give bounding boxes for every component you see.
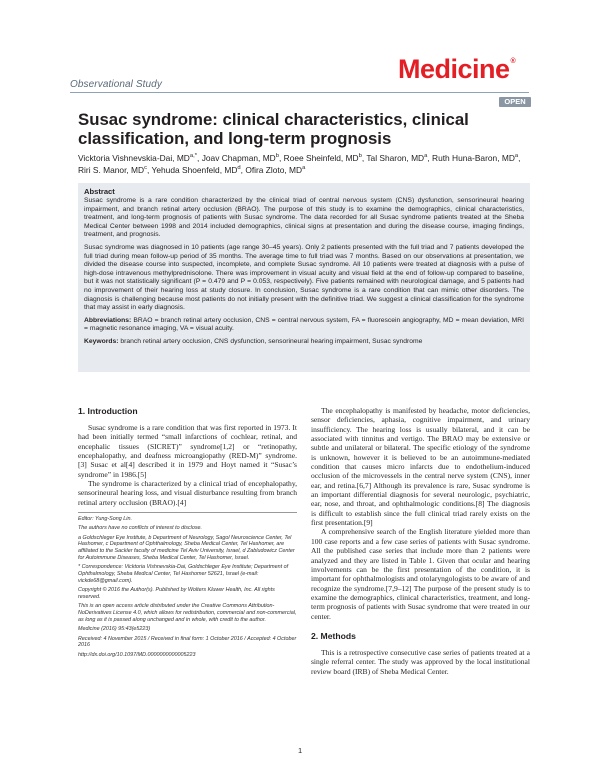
author-name: Vicktoria Vishnevskia-Dai, MD	[78, 153, 190, 163]
abbreviations-text: BRAO = branch retinal artery occlusion, CNS = central nervous system, FA = fluorescein angiography, MD = mean deviation, MRI = magnetic resonance imaging, VA = visual acuity.	[84, 316, 524, 333]
footnote: * Correspondence: Vicktoria Vishnevskia-Dai, Goldschleger Eye Institute; Department of Ophthalmology, Sheba Medical Center, Tel Hashomer 52621, Israel (e-mail: vickde68@gmail.com).	[78, 564, 289, 584]
abstract-paragraph-1: Susac syndrome is a rare condition characterized by the clinical triad of central nervous system (CNS) dysfunction, sensorineural hearing impairment, and branch retinal artery occlusion (BRAO). The purpose of this study is to examine the demographics, clinical characteristics, treatment, and long-term prognosis of patients with Susac syndrome. The data recorded for all Susac syndrome patients treated at the Sheba Medical Center between 1998 and 2014 included demographics, clinical signs at presentation and during the disease course, imaging findings, treatment, and prognosis.	[84, 197, 524, 239]
author-affiliation-mark: a	[514, 153, 519, 160]
left-column	[78, 406, 297, 661]
abbreviations	[84, 317, 524, 334]
abbreviations-label: Abbreviations:	[84, 316, 132, 324]
footnote: http://dx.doi.org/10.1097/MD.0000000000005223	[78, 651, 196, 658]
author-name: Ruth Huna-Baron, MD	[432, 153, 515, 163]
author-name: Roee Sheinfeld, MD	[283, 153, 359, 163]
footnote: Medicine (2016) 95:43(e5223)	[78, 626, 151, 633]
author-name: Joav Chapman, MD	[201, 153, 276, 163]
author-affiliation-mark: b	[275, 153, 279, 160]
author-affiliation-mark: a	[302, 164, 306, 171]
author-affiliation-mark: b	[358, 153, 362, 160]
methods-paragraph-1: This is a retrospective consecutive case series of patients treated at a single referral center. The study was approved by the local institutional review board (IRB) of Sheba Medical Center.	[311, 647, 530, 676]
author-affiliation-mark: d	[237, 164, 241, 171]
footnote: a Goldschleger Eye Institute, b Department of Neurology, Sagol Neuroscience Center, Tel Hashomer, c Department of Ophthalmology, Sheba Medical Center, Tel Hashomer, are affiliated to the Sackler faculty of medicine Tel Aviv University, Israel, d Zabludowicz Center for Autoimmune Diseases, Sheba Medical Center, Tel Hashomer, Israel.	[78, 534, 295, 562]
intro-paragraph-2: The syndrome is characterized by a clinical triad of encephalopathy, sensorineural hearing loss, and visual disturbance resulting from branch retinal artery occlusion (BRAO).[4]	[78, 479, 297, 507]
keywords-label: Keywords:	[84, 337, 119, 345]
footnote: This is an open access article distributed under the Creative Commons Attribution-NoDerivatives License 4.0, which allows for redistribution, commercial and non-commercial, as long as it is passed along unchanged and in whole, with credit to the author.	[78, 603, 297, 623]
body-paragraph-1: The encephalopathy is manifested by headache, motor deficiencies, sensor deficiencies, aphasia, cognitive impairment, and urinary insufficiency. The hearing loss is usually bilateral, and it can be associated with tinnitus and vertigo. The BRAO may be extensive or subtle and unilateral or bilateral. The specific etiology of the syndrome is unknown, however it is believed to be an autoimmune-mediated condition that causes micro infarcts due to endothelium-induced occlusion of the microvessels in the central nerve system (CNS), inner ear, and retina.[6,7] Although its prevalence is rare, Susac syndrome is an important differential diagnosis for several neurologic, psychiatric, ear, nose, and throat, and ophthalmologic conditions.[8] The diagnosis is difficult to establish since the full clinical triad rarely exists on the first presentation.[9]	[311, 406, 530, 528]
footnotes	[78, 516, 297, 658]
article-title: Susac syndrome: clinical characteristics, clinical classification, and long-term prognosis	[78, 110, 469, 148]
footnote-divider	[78, 512, 297, 513]
author-name: Ofira Zloto, MD	[245, 164, 303, 175]
header-divider	[70, 92, 529, 93]
page-number: 1	[298, 746, 303, 755]
abstract-heading: Abstract	[84, 187, 115, 196]
registered-mark: ®	[510, 58, 516, 65]
right-column	[311, 406, 530, 676]
journal-logo	[398, 54, 515, 85]
abstract-paragraph-2: Susac syndrome was diagnosed in 10 patients (age range 30–45 years). Only 2 patients presented with the full triad and 7 patients developed the full triad during mean follow-up period of 35 months. The average time to full triad was 7 months. Based on our observations at presentation, we divided the disease course into suspected, incomplete, and complete Susac syndrome. All 10 patients were treated at diagnosis with a pulse of high-dose intravenous methylprednisolone. There was improvement in visual acuity and visual field at the end of follow-up compared to baseline, but it was not statistically significant (P = 0.479 and P = 0.053, respectively). Five patients remained with neurological damage, and 5 patients had no improvement of their hearing loss at study closure. In conclusion, Susac syndrome is a rare condition that can mimic other disorders. The diagnosis is challenging because most patients do not initially present with the definitive triad. We suggest a clinical classification for the syndrome that may assist in early diagnosis.	[84, 243, 524, 312]
keywords	[84, 338, 524, 347]
footnote: Copyright © 2016 the Author(s). Published by Wolters Kluwer Health, Inc. All rights reserved.	[78, 587, 275, 601]
methods-heading: 2. Methods	[311, 630, 356, 641]
journal-logo-text: Medicine	[398, 54, 510, 84]
abstract-box	[78, 183, 530, 372]
keywords-text: branch retinal artery occlusion, CNS dysfunction, sensorineural hearing impairment, Susac syndrome	[118, 337, 423, 345]
introduction-heading: 1. Introduction	[78, 406, 138, 416]
author-name: Yehuda Shoenfeld, MD	[151, 164, 238, 175]
author-affiliation-mark: a,*	[189, 153, 198, 160]
author-list: Vicktoria Vishnevskia-Dai, $MD^{a,*}$, Joav Chapman, $MD^b$, Roee Sheinfeld, $MD^b$, Tal Sharon, $MD^a$, Ruth Huna-Baron, $MD^a$, Riri S. Manor, $MD^c$, Yehuda Shoenfeld, $MD^d$, Ofira Zloto, $MD^a$	[78, 153, 521, 175]
abstract-text	[84, 197, 524, 347]
open-access-badge: OPEN	[499, 97, 531, 107]
author-name: Tal Sharon, MD	[366, 153, 425, 163]
footnote: Received: 4 November 2015 / Received in final form: 1 October 2016 / Accepted: 4 October 2016	[78, 635, 297, 649]
intro-paragraph-1: Susac syndrome is a rare condition that was first reported in 1973. It had been initially termed “small infarctions of cochlear, retinal, and encephalic tissues (SICRET)” syndrome[1,2] or “retinopathy, encephalopathy, and deafness microangiopathy (RED-M)” syndrome.[3] Susac et al[4] described it in 1979 and Hoyt named it “Susac’s syndrome” in 1986.[5]	[78, 423, 297, 479]
footnote: Editor: Yung-Song Lin.	[78, 516, 132, 523]
footnote: The authors have no conflicts of interest to disclose.	[78, 525, 203, 532]
author-affiliation-mark: c	[144, 164, 148, 171]
author-affiliation-mark: a	[424, 153, 428, 160]
section-tag: Observational Study	[70, 79, 162, 90]
body-paragraph-2: A comprehensive search of the English literature yielded more than 100 case reports and a few case series of patients with Susac syndrome. All the published case series that include more than 2 patients were analyzed and they are listed in Table 1. Given that ocular and hearing involvements can be the first presentation of the condition, it is important for ophthalmologists and otolaryngologists to be aware of and recognize the syndrome.[7,9–12] The purpose of the present study is to examine the demographics, clinical characteristics, treatment, and long-term prognosis of patients with Susac syndrome that were treated in our center.	[311, 527, 530, 621]
author-name: Riri S. Manor, MD	[78, 164, 145, 175]
